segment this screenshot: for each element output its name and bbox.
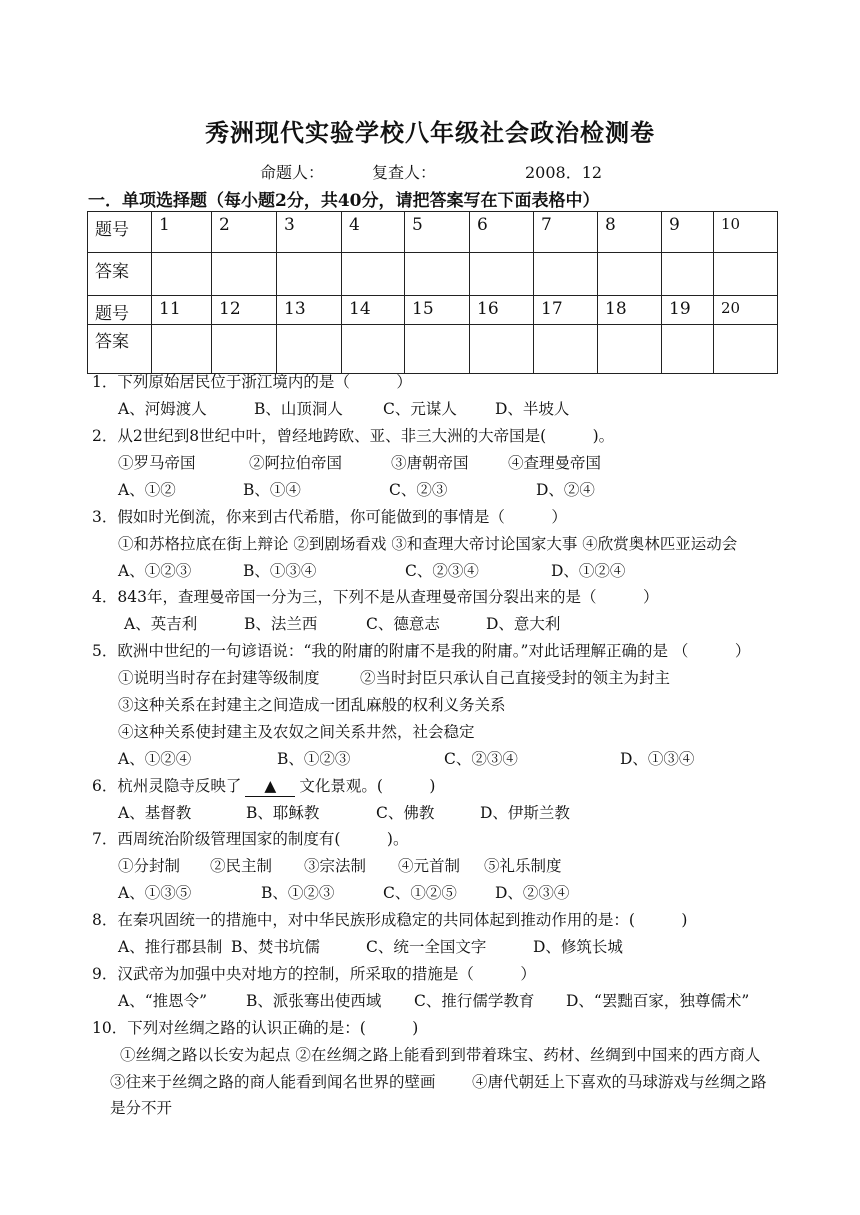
table-row	[88, 253, 778, 296]
statement: ①说明当时存在封建等级制度	[118, 669, 320, 687]
answer-cell[interactable]	[342, 325, 405, 374]
statement: ③宗法制	[304, 857, 367, 875]
statement: ③往来于丝绸之路的商人能看到闻名世界的壁画	[110, 1073, 436, 1091]
option: A、①②	[118, 481, 176, 499]
exam-title: 秀洲现代实验学校八年级社会政治检测卷	[205, 118, 655, 147]
answer-table	[87, 211, 778, 374]
answer-cell[interactable]	[152, 253, 212, 296]
statement: ④元首制	[398, 857, 461, 875]
statement: ③唐朝帝国	[391, 454, 469, 472]
option: B、①②③	[261, 884, 335, 902]
option: B、①②③	[277, 750, 351, 768]
answer-cell[interactable]	[212, 325, 277, 374]
answer-cell[interactable]	[598, 325, 662, 374]
table-row	[88, 212, 778, 253]
question-2-stem: 2．从2世纪到8世纪中叶，曾经地跨欧、亚、非三大洲的大帝国是( )。	[92, 427, 615, 445]
option: B、法兰西	[244, 615, 318, 633]
option: D、意大利	[486, 615, 561, 633]
question-8-stem: 8．在秦巩固统一的措施中，对中华民族形成稳定的共同体起到推动作用的是：( )	[92, 911, 688, 929]
question-10-stem: 10．下列对丝绸之路的认识正确的是：( )	[92, 1019, 419, 1037]
option: C、②③④	[405, 562, 479, 580]
statement: ④唐代朝廷上下喜欢的马球游戏与丝绸之路	[472, 1073, 767, 1091]
question-number: 2	[212, 212, 277, 253]
option: A、①②④	[118, 750, 192, 768]
question-number: 16	[470, 296, 534, 325]
row-label-number: 题号	[88, 212, 152, 253]
setter-label: 命题人：	[260, 163, 325, 182]
question-7-stem: 7．西周统治阶级管理国家的制度有( )。	[92, 830, 409, 848]
statement: ②阿拉伯帝国	[249, 454, 343, 472]
answer-cell[interactable]	[714, 253, 778, 296]
statement: ⑤礼乐制度	[484, 857, 562, 875]
answer-cell[interactable]	[470, 325, 534, 374]
answer-cell[interactable]	[405, 253, 470, 296]
option: A、“推恩令”	[118, 992, 208, 1010]
question-number: 10	[714, 212, 778, 253]
option: D、伊斯兰教	[480, 804, 570, 822]
statement: ①分封制	[118, 857, 181, 875]
option: D、“罢黜百家，独尊儒术”	[566, 992, 750, 1010]
question-number: 11	[152, 296, 212, 325]
statement: ①丝绸之路以长安为起点 ②在丝绸之路上能看到到带着珠宝、药材、丝绸到中国来的西方商人	[120, 1046, 761, 1064]
option: C、②③④	[444, 750, 518, 768]
option: B、山顶洞人	[254, 400, 343, 418]
question-number: 4	[342, 212, 405, 253]
question-number: 6	[470, 212, 534, 253]
section-heading: 一．单项选择题（每小题2分，共40分，请把答案写在下面表格中）	[88, 191, 600, 211]
row-label-answer: 答案	[88, 253, 152, 296]
reviewer-label: 复查人：	[372, 163, 437, 182]
answer-cell[interactable]	[405, 325, 470, 374]
question-number: 15	[405, 296, 470, 325]
option: A、①③⑤	[118, 884, 192, 902]
statement: ④这种关系使封建主及农奴之间关系井然，社会稳定	[118, 723, 475, 741]
question-number: 8	[598, 212, 662, 253]
option: B、①④	[243, 481, 301, 499]
question-number: 3	[277, 212, 342, 253]
answer-cell[interactable]	[277, 253, 342, 296]
question-number: 13	[277, 296, 342, 325]
question-1-stem: 1．下列原始居民位于浙江境内的是（ ）	[92, 373, 412, 391]
answer-cell[interactable]	[662, 325, 714, 374]
option: B、派张骞出使西域	[246, 992, 382, 1010]
question-number: 18	[598, 296, 662, 325]
option: B、焚书坑儒	[231, 938, 320, 956]
exam-date: 2008．12	[525, 163, 603, 182]
answer-cell[interactable]	[212, 253, 277, 296]
statement: ④查理曼帝国	[508, 454, 602, 472]
answer-cell[interactable]	[714, 325, 778, 374]
statement: ①和苏格拉底在街上辩论 ②到剧场看戏 ③和查理大帝讨论国家大事 ④欣赏奥林匹亚运动会	[118, 535, 738, 553]
question-number: 20	[714, 296, 778, 325]
question-number: 1	[152, 212, 212, 253]
option: C、德意志	[366, 615, 440, 633]
statement: ②民主制	[210, 857, 273, 875]
answer-cell[interactable]	[598, 253, 662, 296]
question-number: 12	[212, 296, 277, 325]
row-label-answer: 答案	[88, 325, 152, 374]
answer-cell[interactable]	[342, 253, 405, 296]
question-6-stem	[92, 776, 435, 797]
question-number: 17	[534, 296, 598, 325]
table-row	[88, 296, 778, 325]
answer-cell[interactable]	[534, 253, 598, 296]
option: C、②③	[389, 481, 448, 499]
option: D、②③④	[495, 884, 570, 902]
statement: ①罗马帝国	[118, 454, 196, 472]
question-number: 19	[662, 296, 714, 325]
option: C、元谋人	[383, 400, 457, 418]
question-6-stem-b: 文化景观。( )	[299, 777, 436, 795]
question-number: 7	[534, 212, 598, 253]
answer-cell[interactable]	[152, 325, 212, 374]
question-number: 9	[662, 212, 714, 253]
option: D、①③④	[620, 750, 695, 768]
answer-cell[interactable]	[662, 253, 714, 296]
option: D、②④	[536, 481, 595, 499]
option: C、推行儒学教育	[414, 992, 535, 1010]
option: B、耶稣教	[246, 804, 320, 822]
question-number: 5	[405, 212, 470, 253]
question-6-stem-a: 6．杭州灵隐寺反映了	[92, 777, 242, 795]
answer-cell[interactable]	[277, 325, 342, 374]
question-9-stem: 9．汉武帝为加强中央对地方的控制，所采取的措施是（ ）	[92, 965, 536, 983]
option: A、英吉利	[124, 615, 198, 633]
option: D、修筑长城	[533, 938, 623, 956]
table-row	[88, 325, 778, 374]
option: A、①②③	[118, 562, 192, 580]
option: D、①②④	[551, 562, 626, 580]
statement: 是分不开	[110, 1099, 173, 1117]
question-4-stem: 4．843年，查理曼帝国一分为三，下列不是从查理曼帝国分裂出来的是（ ）	[92, 588, 659, 606]
question-5-stem: 5．欧洲中世纪的一句谚语说：“我的附庸的附庸不是我的附庸。”对此话理解正确的是 （ ）	[92, 642, 751, 660]
option: C、统一全国文字	[366, 938, 487, 956]
option: A、推行郡县制	[118, 938, 223, 956]
answer-cell[interactable]	[534, 325, 598, 374]
statement: ③这种关系在封建主之间造成一团乱麻般的权利义务关系	[118, 696, 506, 714]
statement: ②当时封臣只承认自己直接受封的领主为封主	[360, 669, 671, 687]
question-3-stem: 3．假如时光倒流，你来到古代希腊，你可能做到的事情是（ ）	[92, 508, 567, 526]
option: A、基督教	[118, 804, 192, 822]
answer-blank: ▲	[245, 776, 295, 797]
answer-cell[interactable]	[470, 253, 534, 296]
option: C、①②⑤	[383, 884, 457, 902]
question-number: 14	[342, 296, 405, 325]
option: B、①③④	[243, 562, 317, 580]
option: D、半坡人	[495, 400, 570, 418]
option: C、佛教	[376, 804, 435, 822]
row-label-number: 题号	[88, 296, 152, 325]
option: A、河姆渡人	[118, 400, 207, 418]
